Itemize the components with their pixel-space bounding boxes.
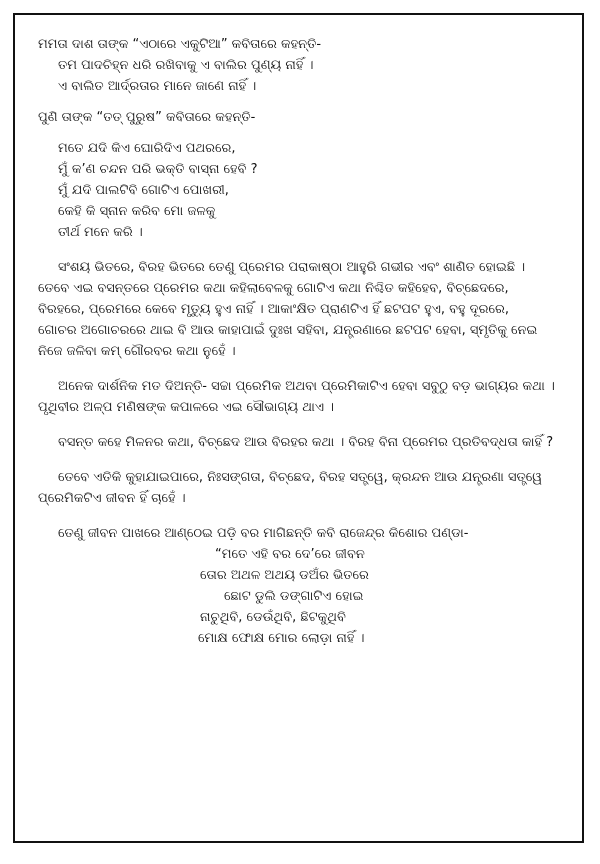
- poem-line: ମୋକ୍ଷ ଫୋକ୍ଷ ମୋର ଲୋଡ଼ା ନାହିଁ ।: [198, 631, 365, 646]
- poem-line: ତମ ପାଦଚିହ୍ନ ଧରି ରଖିବାକୁ ଏ ବାଲିର ପୁଣ୍ୟ ନାହିଁ ।: [58, 58, 314, 73]
- poem-line: ନାଚୁଥିବି, ଡେଉଁଥିବି, ଛିଟକୁଥିବି: [200, 610, 346, 625]
- poem-line: ତୋର ଅଥଳ ଅଥୟ ଡଅଁର ଭିତରେ: [200, 568, 369, 583]
- poem-line: “ମତେ ଏହି ବର ଦେ’ରେ ଜୀବନ: [215, 547, 365, 562]
- document-body: [38, 34, 568, 649]
- paragraph-line: ତେବେ ଏଇ ବସନ୍ତରେ ପ୍ରେମର କଥା କହିଲାବେଳକୁ ଗୋଟିଏ କଥା ନିଶ୍ଚିତ କହିହେବ, ବିଚ୍ଛେଦରେ,: [38, 281, 509, 296]
- poem-line: ମୁଁ କ’ଣ ଚନ୍ଦନ ପରି ଭକ୍ତି ବାସ୍ନା ହେବି ?: [58, 162, 258, 177]
- poem-line: ମୁଁ ଯଦି ପାଲଟିବି ଗୋଟିଏ ପୋଖରୀ,: [58, 183, 229, 198]
- poem-line: ଛୋଟ ଡୁଲି ଡଙ୍ଗାଟିଏ ହୋଇ: [224, 589, 364, 604]
- quote-intro-tatpurusha: ପୁଣି ତାଙ୍କ “ତତ୍ ପୁରୁଷ” କବିତାରେ କହନ୍ତି-: [38, 110, 256, 125]
- paragraph-line: ତେବେ ଏତିକି କୁହାଯାଇପାରେ, ନିଃସଙ୍ଗତା, ବିଚ୍ଛେଦ, ବିରହ ସତ୍ତ୍ୱେ, କ୍ରନ୍ଦନ ଆଉ ଯନ୍ତ୍ରଣା ସତ୍ତ୍ୱେ: [58, 470, 543, 485]
- quote-intro-mamata: ମମତା ଦାଶ ତାଙ୍କ “ଏଠାରେ ଏକୁଟିଆ” କବିତାରେ କହନ୍ତି-: [38, 37, 322, 52]
- paragraph-line: ଗୋଚର ଅଗୋଚରରେ ଥାଇ ବି ଆଉ କାହାପାଇଁ ଦୁଃଖ ସହିବା, ଯନ୍ତ୍ରଣାରେ ଛଟପଟ ହେବା, ସ୍ମୃତିକୁ ନେଇ: [38, 323, 538, 338]
- paragraph-line: ସଂଶୟ ଭିତରେ, ବିରହ ଭିତରେ ତେଣୁ ପ୍ରେମର ପରାକାଷ୍ଠା ଆହୁରି ଗଭୀର ଏବଂ ଶାଣିତ ହୋଇଛି ।: [58, 260, 526, 275]
- poem-line: ତୀର୍ଥ ମନେ କରି ।: [58, 225, 143, 240]
- paragraph-line: ପୃଥିବୀର ଅଳ୍ପ ମଣିଷଙ୍କ କପାଳରେ ଏଇ ସୌଭାଗ୍ୟ ଥାଏ ।: [38, 400, 334, 415]
- poem-line: ମତେ ଯଦି କିଏ ଘୋରିଦିଏ ପଥରରେ,: [58, 141, 236, 156]
- paragraph-line: ପ୍ରେମିକଟିଏ ଜୀବନ ହିଁ ଚାହେଁ ।: [38, 491, 186, 506]
- paragraph-line: ଅନେକ ଦାର୍ଶନିକ ମତ ଦିଅନ୍ତି- ସଚ୍ଚା ପ୍ରେମିକ ଅଥବା ପ୍ରେମିକାଟିଏ ହେବା ସବୁଠୁ ବଡ଼ ଭାଗ୍ୟର କଥା ।: [58, 379, 555, 394]
- paragraph-line: ବିରହରେ, ପ୍ରେମରେ କେବେ ମୃତ୍ୟୁ ହୁଏ ନାହିଁ । ଆକାଂକ୍ଷିତ ପ୍ରାଣଟିଏ ହିଁ ଛଟପଟ ହୁଏ, ବହୁ ଦୂରରେ,: [38, 302, 509, 317]
- poem-line: ଏ ବାଲିତ ଆର୍ଦ୍ରତାର ମାନେ ଜାଣେ ନାହିଁ ।: [58, 79, 257, 94]
- paragraph-line: ନିଜେ ଜଳିବା କମ୍ ଗୌରବର କଥା ନୁହେଁ ।: [38, 344, 236, 359]
- quote-intro-rajendra: ତେଣୁ ଜୀବନ ପାଖରେ ଆଣ୍ଠେଇ ପଡ଼ି ବର ମାଗିଛନ୍ତି କବି ରାଜେନ୍ଦ୍ର କିଶୋର ପଣ୍ଡା-: [58, 526, 469, 541]
- paragraph-line: ବସନ୍ତ କହେ ମିଳନର କଥା, ବିଚ୍ଛେଦ ଆଉ ବିରହର କଥା । ବିରହ ବିନା ପ୍ରେମର ପ୍ରତିବଦ୍ଧତା କାହିଁ ?: [58, 435, 554, 450]
- poem-line: କେହି କି ସ୍ନାନ କରିବ ମୋ ଜଳକୁ: [58, 204, 216, 219]
